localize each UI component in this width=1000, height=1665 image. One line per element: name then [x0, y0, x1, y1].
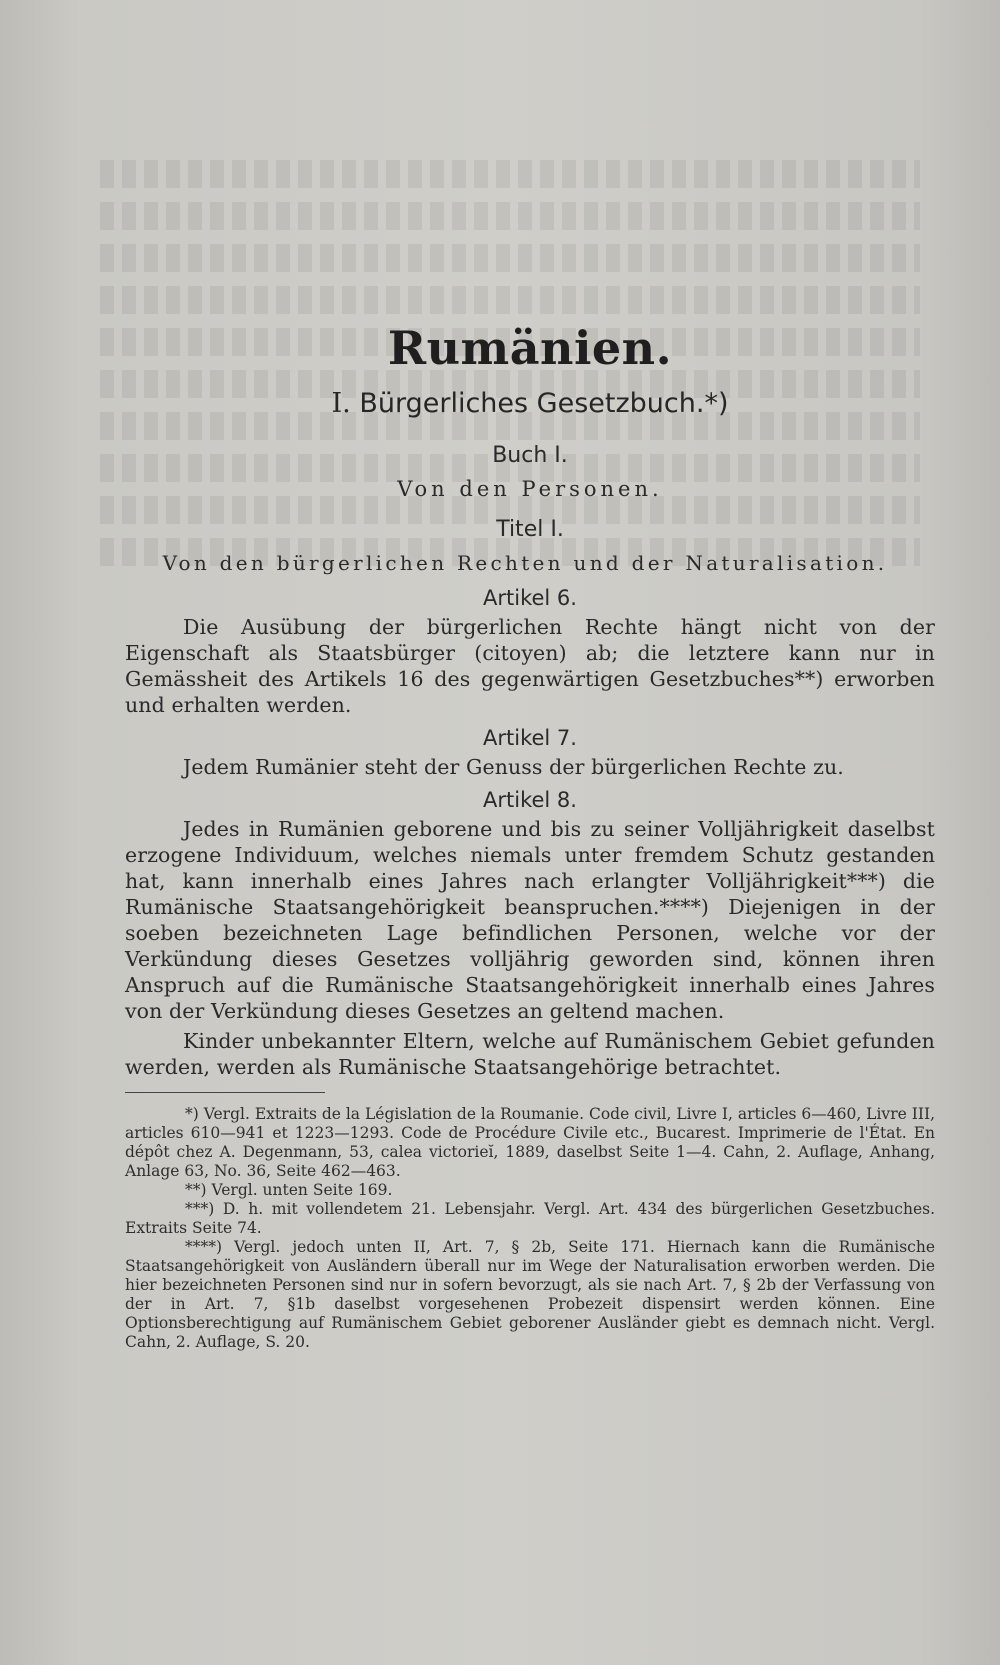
book-label: Buch I.	[492, 443, 568, 468]
part-number: I.	[331, 388, 351, 419]
article-8-heading: Artikel 8.	[483, 788, 577, 812]
titel-subtitle: Von den bürgerlichen Rechten und der Naturalisation.	[162, 551, 888, 575]
article-8-paragraph-2: Kinder unbekannter Eltern, welche auf Rumänischem Gebiet gefunden werden, werden als Rumänische Staatsangehörige betrachtet.	[125, 1029, 935, 1079]
footnote-1: *) Vergl. Extraits de la Législation de la Roumanie. Code civil, Livre I, articles 6—460, Livre III, articles 610—941 et 1223—1293. Code de Procédure Civile etc., Bucarest. Imprimerie de l'État. En dépôt chez A. Degenmann, 53, calea victorieĭ, 1889, daselbst Seite 1—4. Cahn, 2. Auflage, Anhang, Anlage 63, No. 36, Seite 462—463.	[125, 1105, 935, 1180]
part-heading	[125, 386, 935, 422]
part-title: Bürgerliches Gesetzbuch.*)	[359, 388, 729, 419]
article-8-paragraph-1: Jedes in Rumänien geborene und bis zu seiner Volljährigkeit daselbst erzogene Individuum, welches niemals unter fremdem Schutz gestanden hat, kann innerhalb eines Jahres nach erlangter Volljährigkeit***) die Rumänische Staatsangehörigkeit beanspruchen.****) Diejenigen in der soeben bezeichneten Lage befindlichen Personen, welche vor der Verkündung dieses Gesetzes volljährig geworden sind, können ihren Anspruch auf die Rumänische Staatsangehörigkeit innerhalb eines Jahres von der Verkündung dieses Gesetzes an geltend machen.	[125, 817, 935, 1023]
article-6-heading: Artikel 6.	[483, 586, 577, 610]
footnote-2: **) Vergl. unten Seite 169.	[185, 1181, 393, 1199]
article-6-paragraph: Die Ausübung der bürgerlichen Rechte hängt nicht von der Eigenschaft als Staatsbürger (citoyen) ab; die letztere kann nur in Gemässheit des Artikels 16 des gegenwärtigen Gesetzbuches**) erworben und erhalten werden.	[125, 615, 935, 717]
titel-label: Titel I.	[496, 517, 564, 542]
footnote-3: ***) D. h. mit vollendetem 21. Lebensjahr. Vergl. Art. 434 des bürgerlichen Gesetzbuches. Extraits Seite 74.	[125, 1200, 935, 1237]
article-7-paragraph: Jedem Rumänier steht der Genuss der bürgerlichen Rechte zu.	[183, 755, 844, 779]
book-subtitle: Von den Personen.	[397, 477, 663, 501]
page-title: Rumänien.	[387, 321, 673, 375]
page-content	[125, 320, 935, 1352]
article-7-heading: Artikel 7.	[483, 726, 577, 750]
footnote-4: ****) Vergl. jedoch unten II, Art. 7, § 2b, Seite 171. Hiernach kann die Rumänische Staatsangehörigkeit von Ausländern überall nur im Wege der Naturalisation erworben werden. Die hier bezeichneten Personen sind nur in sofern bevorzugt, als sie nach Art. 7, § 2b der Verfassung von der in Art. 7, §1b daselbst vorgesehenen Probezeit dispensirt werden können. Eine Optionsberechtigung auf Rumänischem Gebiet geborener Ausländer giebt es demnach nicht. Vergl. Cahn, 2. Auflage, S. 20.	[125, 1238, 935, 1351]
footnote-separator	[125, 1092, 325, 1093]
